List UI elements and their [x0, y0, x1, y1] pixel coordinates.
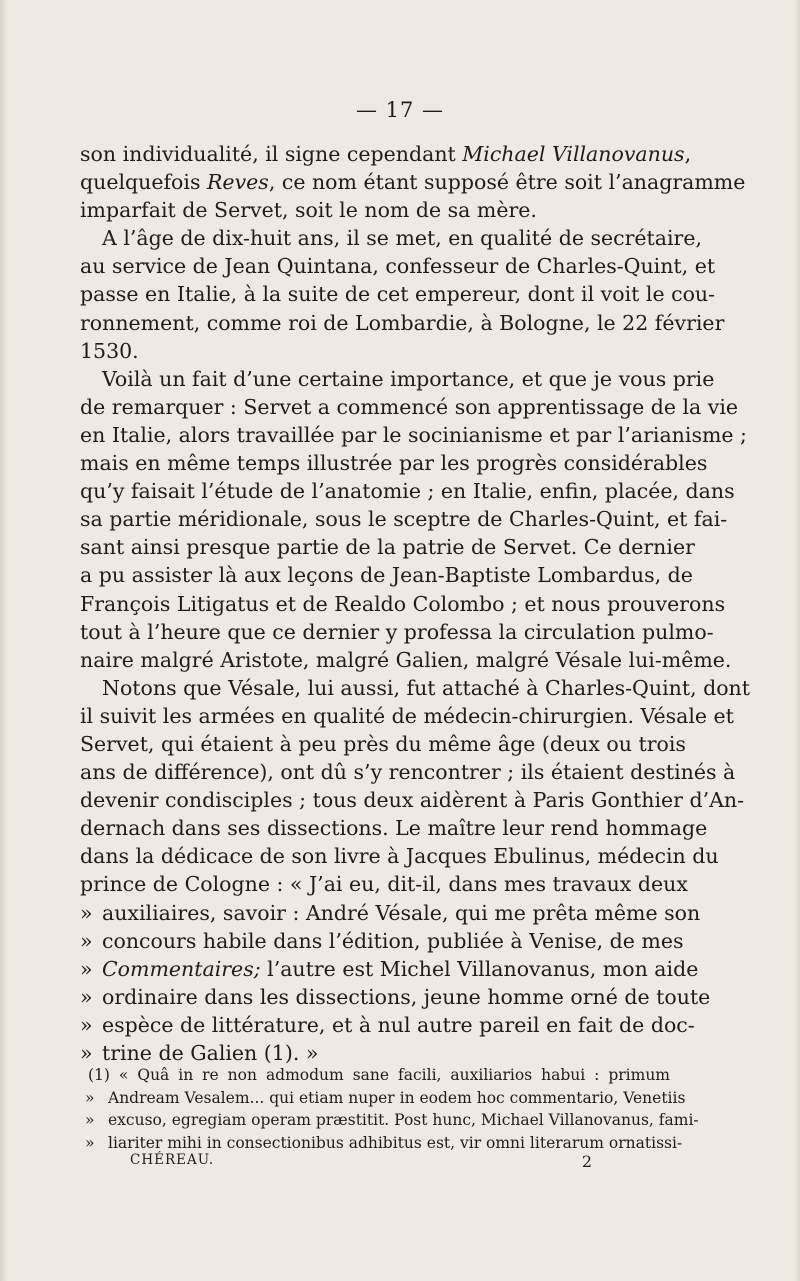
- quote-mark: »: [85, 1088, 95, 1107]
- italic-segment: Reves: [207, 170, 269, 195]
- footnote-line: [85, 1064, 670, 1087]
- text-segment: dernach dans ses dissections. Le maître leur rend hommage: [80, 816, 708, 841]
- italic-segment: Michael Villanovanus: [462, 142, 685, 166]
- text-line: [80, 477, 735, 505]
- text-line: [80, 449, 708, 477]
- text-segment: Voilà un fait d’une certaine importance, et que je vous prie: [102, 366, 715, 391]
- footnote-text: excuso, egregiam operam præstitit. Post hunc, Michael Villanovanus, fami-: [108, 1111, 699, 1129]
- quote-mark: »: [80, 1012, 93, 1037]
- page-edge-left: [0, 0, 8, 1281]
- quote-mark: »: [80, 928, 93, 953]
- text-segment: Notons que Vésale, lui aussi, fut attaché à Charles-Quint, dont: [102, 675, 751, 700]
- text-line: [80, 561, 693, 589]
- text-segment: espèce de littérature, et à nul autre pareil en fait de doc-: [102, 1012, 695, 1037]
- text-line: [80, 730, 686, 758]
- text-line: [80, 365, 715, 393]
- quote-mark: »: [85, 1133, 95, 1152]
- footnote-line: [85, 1132, 683, 1155]
- footnote-line: [85, 1087, 686, 1110]
- text-segment: sant ainsi presque partie de la patrie de Servet. Ce dernier: [80, 535, 695, 560]
- text-line: [80, 505, 728, 533]
- text-line: [80, 927, 684, 955]
- text-segment: son individualité, il signe cependant: [80, 142, 463, 166]
- text-line: [80, 786, 745, 814]
- text-segment: 1530.: [80, 338, 139, 363]
- text-line: [80, 955, 699, 983]
- text-line: [80, 842, 719, 870]
- text-segment: l’autre est Michel Villanovanus, mon aide: [260, 956, 699, 981]
- printer-signature: CHÉREAU.: [130, 1152, 215, 1168]
- text-segment: François Litigatus et de Realdo Colombo ; et nous prouverons: [80, 591, 726, 616]
- text-segment: de remarquer : Servet a commencé son apprentissage de la vie: [80, 394, 739, 419]
- text-segment: Servet, qui étaient à peu près du même âge (deux ou trois: [80, 731, 686, 756]
- quote-mark: »: [80, 956, 93, 981]
- text-segment: il suivit les armées en qualité de médecin-chirurgien. Vésale et: [80, 703, 734, 728]
- quote-mark: »: [80, 900, 93, 925]
- footnote-line: [85, 1109, 699, 1132]
- italic-segment: Commentaires;: [102, 956, 261, 981]
- text-segment: tout à l’heure que ce dernier y professa la circulation pulmo-: [80, 619, 714, 644]
- text-segment: , ce nom étant supposé être soit l’anagramme: [268, 170, 746, 195]
- text-segment: passe en Italie, à la suite de cet empereur, dont il voit le cou-: [80, 282, 716, 307]
- text-line: [80, 533, 695, 561]
- text-segment: ,: [684, 142, 692, 166]
- text-line: [80, 899, 701, 927]
- text-line: [80, 280, 716, 308]
- footnote-text: Andream Vesalem... qui etiam nuper in eodem hoc commentario, Venetiis: [108, 1088, 686, 1107]
- text-line: [80, 983, 711, 1011]
- text-line: [80, 618, 714, 646]
- text-segment: A l’âge de dix-huit ans, il se met, en qualité de secrétaire,: [102, 226, 702, 251]
- text-line: [80, 646, 732, 674]
- text-segment: au service de Jean Quintana, confesseur de Charles-Quint, et: [80, 254, 716, 279]
- text-line: [80, 337, 670, 365]
- text-line: [80, 1011, 695, 1039]
- footnote-text: (1) « Quâ in re non admodum sane facili, auxiliarios habui : primum: [88, 1066, 670, 1084]
- text-segment: en Italie, alors travaillée par le socinianisme et par l’arianisme ;: [80, 422, 747, 447]
- text-line: [80, 702, 734, 730]
- text-segment: ronnement, comme roi de Lombardie, à Bologne, le 22 février: [80, 310, 725, 335]
- text-segment: dans la dédicace de son livre à Jacques Ebulinus, médecin du: [80, 844, 719, 869]
- text-segment: auxiliaires, savoir : André Vésale, qui me prêta même son: [102, 900, 701, 925]
- page-edge-right: [794, 0, 800, 1281]
- footnote: [85, 1064, 699, 1154]
- body-text: [80, 140, 751, 1067]
- footnote-text: liariter mihi in consectionibus adhibitus est, vir omni literarum ornatissi-: [108, 1133, 683, 1152]
- text-segment: ans de différence), ont dû s’y rencontrer ; ils étaient destinés à: [80, 760, 736, 785]
- text-line: [80, 224, 702, 252]
- text-line: [80, 421, 747, 449]
- text-segment: naire malgré Aristote, malgré Galien, malgré Vésale lui-même.: [80, 647, 732, 672]
- text-line: [80, 870, 688, 898]
- page-number: — 17 —: [355, 98, 445, 122]
- text-segment: mais en même temps illustrée par les progrès considérables: [80, 451, 708, 476]
- text-segment: sa partie méridionale, sous le sceptre de Charles-Quint, et fai-: [80, 507, 728, 532]
- text-segment: imparfait de Servet, soit le nom de sa mère.: [80, 198, 537, 223]
- text-segment: qu’y faisait l’étude de l’anatomie ; en Italie, enfin, placée, dans: [80, 479, 735, 504]
- text-line: [80, 758, 736, 786]
- text-line: [80, 1039, 670, 1067]
- text-segment: ordinaire dans les dissections, jeune homme orné de toute: [102, 984, 711, 1009]
- text-segment: concours habile dans l’édition, publiée à Venise, de mes: [102, 928, 684, 953]
- text-line: [80, 393, 739, 421]
- text-line: [80, 309, 725, 337]
- text-line: [80, 674, 751, 702]
- quote-mark: »: [80, 1041, 93, 1065]
- text-segment: devenir condisciples ; tous deux aidèrent à Paris Gonthier d’An-: [80, 788, 745, 813]
- text-line: [80, 590, 726, 618]
- text-segment: a pu assister là aux leçons de Jean-Baptiste Lombardus, de: [80, 563, 693, 588]
- signature-line: [130, 1152, 592, 1171]
- quote-mark: »: [85, 1111, 95, 1129]
- text-line: [80, 140, 692, 168]
- text-segment: quelquefois: [80, 170, 207, 195]
- text-segment: trine de Galien (1). »: [102, 1041, 319, 1065]
- text-line: [80, 814, 708, 842]
- sheet-number: 2: [581, 1152, 592, 1171]
- text-segment: prince de Cologne : « J’ai eu, dit-il, dans mes travaux deux: [80, 872, 688, 897]
- text-line: [80, 168, 746, 196]
- text-line: [80, 252, 716, 280]
- text-line: [80, 196, 670, 224]
- quote-mark: »: [80, 984, 93, 1009]
